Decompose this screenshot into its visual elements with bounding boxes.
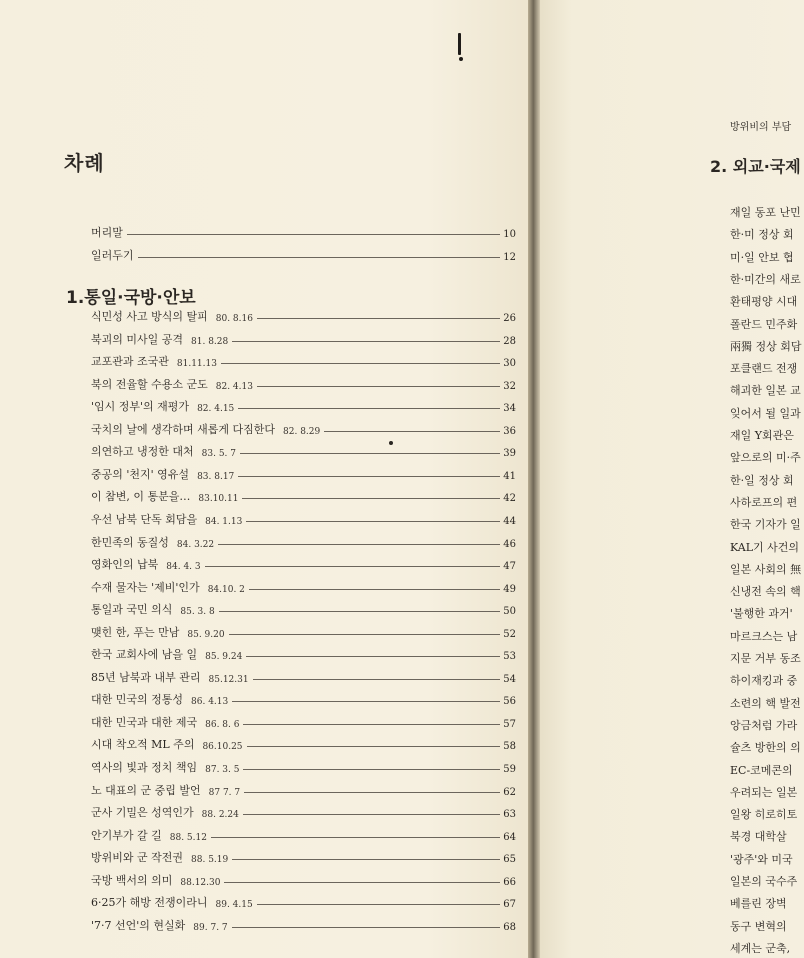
right-toc-entry: 한·일 정상 회 [730,474,794,487]
toc-entry-title: 85년 남북과 내부 관리 [91,671,201,684]
toc-entry-title: 영화인의 납북 [91,558,159,571]
toc-entry-page: 32 [503,381,516,392]
toc-entry-date: 89. 4.15 [215,900,253,910]
toc-entry-title: 6·25가 해방 전쟁이라니 [91,896,208,909]
toc-entry-page: 63 [503,809,516,820]
toc-entry [91,780,516,798]
toc-entry-page: 28 [503,336,516,347]
toc-entry [91,329,516,347]
right-toc-entry: 지문 거부 동조 [730,652,801,665]
right-toc-entry: 북경 대학살 [730,830,787,843]
right-toc-entry: 해괴한 일본 교 [730,384,801,397]
toc-entry [91,306,516,324]
right-toc-entry: 한국 기자가 일 [730,518,801,531]
toc-entry [91,644,516,662]
toc-entry [91,667,516,685]
dot-leader [243,724,500,725]
toc-entry-page: 65 [503,854,516,865]
toc-entry [91,486,516,504]
toc-entry-page: 66 [503,877,516,888]
toc-entry-date: 85. 9.24 [205,652,243,662]
dot-leader [232,701,500,702]
toc-entry [91,554,516,572]
toc-entry-date: 88. 2.24 [201,810,239,820]
toc-entry-page: 34 [503,403,516,414]
toc-entry [91,464,516,482]
dot-leader [218,544,500,545]
right-toc-entry: 사하로프의 편 [730,496,798,509]
toc-entry-title: 일러두기 [91,249,134,262]
dot-leader [205,566,500,567]
right-toc-entry: 하이재킹과 중 [730,674,798,687]
toc-entry-page: 41 [503,471,516,482]
toc-entry-page: 12 [503,252,516,263]
dot-leader [238,408,500,409]
toc-entry-title: 우선 남북 단독 회담을 [91,513,198,526]
right-toc-entry: EC-코메콘의 [730,764,793,777]
toc-entry-title: 대한 민국의 정통성 [91,693,184,706]
toc-entry-date: 84. 1.13 [205,517,243,527]
toc-entry-page: 68 [503,922,516,933]
toc-entry [91,419,516,437]
toc-entry [91,712,516,730]
toc-entry-page: 64 [503,832,516,843]
toc-entry-date: 84. 4. 3 [166,562,201,572]
toc-entry-date: 89. 7. 7 [193,923,228,933]
right-toc-entry: 한·미간의 새로 [730,273,801,286]
toc-entry-date: 83.10.11 [198,494,239,504]
toc-title: 차례 [64,151,105,175]
toc-entry-page: 58 [503,741,516,752]
dot-leader [138,257,500,258]
dot-leader [246,521,500,522]
dot-leader [221,363,500,364]
toc-entry-page: 59 [503,764,516,775]
toc-entry-title: 시대 착오적 ML 주의 [91,738,195,751]
toc-entry-date: 81.11.13 [176,359,217,369]
running-header: 방위비의 부담 [730,122,792,133]
toc-entry-date: 82. 4.13 [215,382,253,392]
right-toc-entry: 재일 Y회관은 [730,429,794,442]
toc-entry [91,441,516,459]
right-toc-entry: 포클랜드 전쟁 [730,362,798,375]
toc-entry-date: 82. 8.29 [283,427,321,437]
toc-entry-page: 42 [503,493,516,504]
toc-entry-title: 중공의 '천지' 영유설 [91,468,190,481]
toc-entry [91,245,516,263]
toc-entry-page: 57 [503,719,516,730]
right-toc-entry: 일본 사회의 無 [730,563,802,576]
toc-entry-title: 군사 기밀은 성역인가 [91,806,194,819]
toc-entry-title: 노 대표의 군 중립 발언 [91,784,201,797]
dot-leader [232,341,500,342]
right-page [540,0,804,958]
dot-leader [242,498,500,499]
toc-entry-title: '임시 정부'의 재평가 [91,400,190,413]
toc-entry-date: 83. 8.17 [197,472,235,482]
toc-entry [91,374,516,392]
toc-entry-page: 62 [503,787,516,798]
right-toc-entry: '광주'와 미국 [730,853,793,866]
dot-leader [257,904,500,905]
toc-entry [91,689,516,707]
dot-leader [247,746,500,747]
toc-entry-title: 머리말 [91,226,123,239]
toc-entry-title: 역사의 빛과 정치 책임 [91,761,198,774]
toc-entry-date: 88.12.30 [180,878,221,888]
dot-leader [246,656,500,657]
toc-entry-date: 83. 5. 7 [201,449,236,459]
right-section-heading: 2. 외교·국제 [710,157,801,176]
toc-entry [91,351,516,369]
toc-entry-date: 84.10. 2 [207,585,245,595]
dot-leader [243,814,500,815]
dot-leader [211,837,500,838]
dot-leader [224,882,500,883]
dot-leader [232,927,500,928]
dot-leader [240,453,500,454]
book-gutter [528,0,540,958]
right-toc-entry: 슐츠 방한의 의 [730,741,801,754]
dot-leader [244,792,500,793]
toc-entry-page: 39 [503,448,516,459]
toc-entry-page: 50 [503,606,516,617]
toc-entry [91,532,516,550]
right-toc-entry: 환태평양 시대 [730,295,798,308]
right-toc-entry: KAL기 사건의 [730,541,800,554]
toc-entry-page: 30 [503,358,516,369]
right-toc-entry: 세계는 군축, [730,942,791,955]
toc-entry-title: 국치의 날에 생각하며 새롭게 다짐한다 [91,423,276,436]
toc-entry [91,870,516,888]
dot-leader [127,234,500,235]
dot-leader [253,679,500,680]
right-toc-entry: 우려되는 일본 [730,786,798,799]
toc-entry-page: 46 [503,539,516,550]
right-toc-entry: 앞으로의 미·주 [730,451,801,464]
right-toc-entry: 잊어서 될 일과 [730,407,801,420]
toc-entry-date: 86.10.25 [202,742,243,752]
right-toc-entry: 앙금처럼 가라 [730,719,798,732]
dot-leader [232,859,500,860]
dot-leader [249,589,500,590]
toc-entry-date: 85.12.31 [208,675,249,685]
toc-entry-title: 한민족의 동질성 [91,536,169,549]
right-toc-entry: 일본의 국수주 [730,875,798,888]
toc-entry [91,599,516,617]
right-toc-entry: 일왕 히로히토 [730,808,798,821]
toc-entry [91,757,516,775]
toc-entry [91,847,516,865]
toc-entry-title: 교포관과 조국관 [91,355,169,368]
toc-entry [91,915,516,933]
ink-dot [459,57,463,61]
toc-entry-page: 26 [503,313,516,324]
section-heading: 1.통일·국방·안보 [66,288,196,308]
toc-entry-title: 식민성 사고 방식의 탈피 [91,310,208,323]
toc-entry-page: 67 [503,899,516,910]
dot-leader [257,386,500,387]
toc-entry-title: 수재 물자는 '제비'인가 [91,581,200,594]
right-toc-entry: 마르크스는 남 [730,630,798,643]
right-toc-entry: 폴란드 민주화 [730,318,798,331]
toc-entry-page: 10 [503,229,516,240]
toc-entry-title: 대한 민국과 대한 제국 [91,716,198,729]
toc-entry-page: 49 [503,584,516,595]
toc-entry [91,396,516,414]
right-toc-entry: 동구 변혁의 [730,920,787,933]
right-toc-entry: 재일 동포 난민 [730,206,801,219]
toc-entry-title: 한국 교회사에 남을 일 [91,648,198,661]
toc-entry-page: 54 [503,674,516,685]
right-toc-entry: 미·일 안보 협 [730,251,794,264]
toc-entry [91,892,516,910]
toc-entry-title: 국방 백서의 의미 [91,874,173,887]
toc-entry-date: 80. 8.16 [215,314,253,324]
dot-leader [229,634,500,635]
toc-entry-title: 방위비와 군 작전권 [91,851,184,864]
toc-entry-title: 맺힌 한, 푸는 만남 [91,626,180,639]
toc-entry-title: 북괴의 미사일 공격 [91,333,184,346]
dot-leader [243,769,500,770]
toc-entry-title: 이 참변, 이 통분을… [91,490,191,503]
dot-leader [219,611,500,612]
toc-entry-date: 84. 3.22 [176,540,215,550]
toc-entry-page: 44 [503,516,516,527]
toc-entry [91,222,516,240]
toc-entry [91,734,516,752]
toc-entry [91,509,516,527]
dot-leader [324,431,500,432]
toc-entry-date: 85. 9.20 [187,630,225,640]
toc-entry-date: 87 7. 7 [208,788,241,798]
toc-entry-title: 의연하고 냉정한 대처 [91,445,194,458]
toc-entry-page: 56 [503,696,516,707]
toc-entry-title: 통일과 국민 의식 [91,603,173,616]
right-toc-entry: 한·미 정상 회 [730,228,794,241]
right-toc-entry: 신냉전 속의 핵 [730,585,801,598]
toc-entry-page: 36 [503,426,516,437]
toc-entry-date: 88. 5.12 [169,833,207,843]
toc-entry-date: 81. 8.28 [191,337,229,347]
right-toc-entry: '불행한 과거' [730,607,793,620]
dot-leader [238,476,500,477]
dot-leader [257,318,500,319]
toc-entry-date: 88. 5.19 [191,855,229,865]
right-toc-entry: 兩獨 정상 회담 [730,340,802,353]
toc-entry-title: '7·7 선언'의 현실화 [91,919,186,932]
toc-entry-date: 85. 3. 8 [180,607,215,617]
right-toc-entry: 베를린 장벽 [730,897,787,910]
toc-entry-title: 안기부가 갈 길 [91,829,162,842]
toc-entry-page: 52 [503,629,516,640]
right-toc-entry: 소련의 핵 발전 [730,697,801,710]
toc-entry [91,825,516,843]
toc-entry-date: 82. 4.15 [197,404,235,414]
ink-mark [458,33,461,55]
toc-entry-page: 53 [503,651,516,662]
toc-entry [91,802,516,820]
toc-entry-date: 86. 4.13 [191,697,229,707]
toc-entry [91,622,516,640]
toc-entry-date: 87. 3. 5 [205,765,240,775]
toc-entry-page: 47 [503,561,516,572]
toc-entry-date: 86. 8. 6 [205,720,240,730]
toc-entry-title: 북의 전율할 수용소 군도 [91,378,208,391]
toc-entry [91,577,516,595]
